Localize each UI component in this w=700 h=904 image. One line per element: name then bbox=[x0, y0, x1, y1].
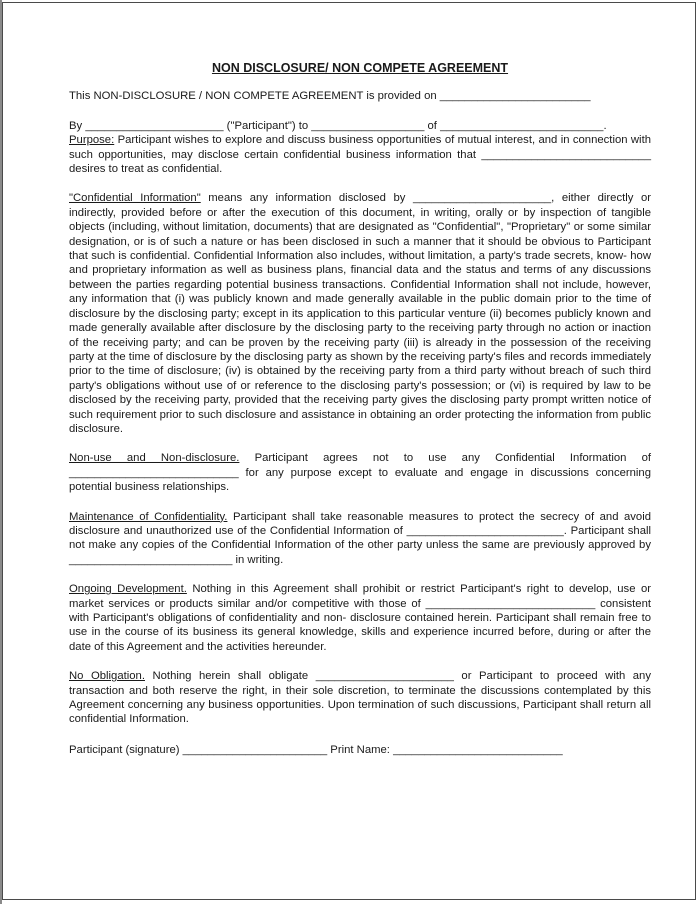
spacer bbox=[69, 495, 651, 510]
no-obligation-heading: No Obligation. bbox=[69, 670, 145, 683]
purpose-paragraph bbox=[69, 133, 651, 176]
no-obligation-paragraph bbox=[69, 669, 651, 727]
ongoing-development-heading: Ongoing Development. bbox=[69, 583, 187, 596]
spacer bbox=[69, 176, 651, 191]
document-content bbox=[69, 61, 651, 757]
confidential-info-text: means any information disclosed by ______________________, either directly or indirectly, provided before or after the execution of this document, in writing, orally or by inspection of tangible objects (including, without limitation, documents) that are designated as "Confidential", "Proprietary" or some similar designation, or is of such a nature or has been disclosed in such a manner that it should be obvious to Participant that such is confidential. Confidential Information also includes, without limitation, a party's trade secrets, know- how and proprietary information as well as business plans, financial data and the status and terms of any discussions between the parties regarding potential business transactions. Confidential Information shall not include, however, any information that (i) was publicly known and made generally available in the public domain prior to the time of disclosure by the disclosing party; except in its application to this particular venture (ii) becomes publicly known and made generally available after disclosure by the disclosing party to the receiving party through no action or inaction of the receiving party; and can be proven by the receiving party (iii) is already in the possession of the receiving party at the time of disclosure by the disclosing party as shown by the receiving party's files and records immediately prior to the time of disclosure; (iv) is obtained by the receiving party from a third party without breach of such third party's obligations without use of or reference to the disclosing party's possession; or (vi) is required by law to be disclosed by the receiving party, provided that the receiving party gives the disclosing party prompt written notice of such requirement prior to such disclosure and assistance in obtaining an order protecting the information from public disclosure. bbox=[69, 192, 651, 435]
intro-paragraph: This NON-DISCLOSURE / NON COMPETE AGREEMENT is provided on ________________________ bbox=[69, 90, 591, 103]
confidential-info-heading: "Confidential Information" bbox=[69, 192, 201, 205]
by-line: By ______________________ ("Participant") to __________________ of __________________________. bbox=[69, 119, 607, 132]
nonuse-text: Participant agrees not to use any Confidential Information of ___________________________ for any purpose except to evaluate and engage in discussions concerning potential business relationships. bbox=[69, 452, 652, 494]
no-obligation-text: Nothing herein shall obligate ______________________ or Participant to proceed with any transaction and both reserve the right, in their sole discretion, to terminate the discussions contemplated by this Agreement concerning any business opportunities. Upon termination of such discussions, Participant shall return all confidential Information. bbox=[69, 670, 651, 726]
nonuse-heading: Non-use and Non-disclosure. bbox=[69, 452, 240, 465]
ongoing-development-paragraph bbox=[69, 582, 651, 654]
purpose-heading: Purpose: bbox=[69, 134, 115, 147]
spacer bbox=[69, 654, 651, 669]
spacer bbox=[69, 436, 651, 451]
spacer bbox=[69, 104, 651, 119]
maintenance-text: Participant shall take reasonable measures to protect the secrecy of and avoid disclosure and unauthorized use of the Confidential Information of _________________________. Participant shall not make any copies of the Confidential Information of the other party unless the same are previously approved by __________________________ in writing. bbox=[69, 510, 651, 566]
spacer bbox=[69, 567, 651, 582]
nonuse-paragraph bbox=[69, 451, 651, 494]
ongoing-development-text: Nothing in this Agreement shall prohibit or restrict Participant's right to develop, use or market services or products similar and/or competitive with those of ___________________________ consistent with Participant's obligations of confidentiality and non- disclosure contained herein. Participant shall remain free to use in the course of its business its general knowledge, skills and experience incurred before, during or after the date of this Agreement and the activities hereunder. bbox=[69, 583, 651, 653]
document-title: NON DISCLOSURE/ NON COMPETE AGREEMENT bbox=[211, 61, 509, 75]
signature-line: Participant (signature) _______________________ Print Name: ___________________________ bbox=[69, 743, 563, 756]
maintenance-paragraph bbox=[69, 510, 651, 568]
maintenance-heading: Maintenance of Confidentiality. bbox=[69, 510, 228, 523]
purpose-text: Participant wishes to explore and discuss business opportunities of mutual interest, and in connection with such opportunities, may disclose certain confidential business information that ___________________________ desires to treat as confidential. bbox=[69, 134, 651, 176]
confidential-info-paragraph bbox=[69, 191, 651, 436]
document-page bbox=[2, 2, 696, 900]
